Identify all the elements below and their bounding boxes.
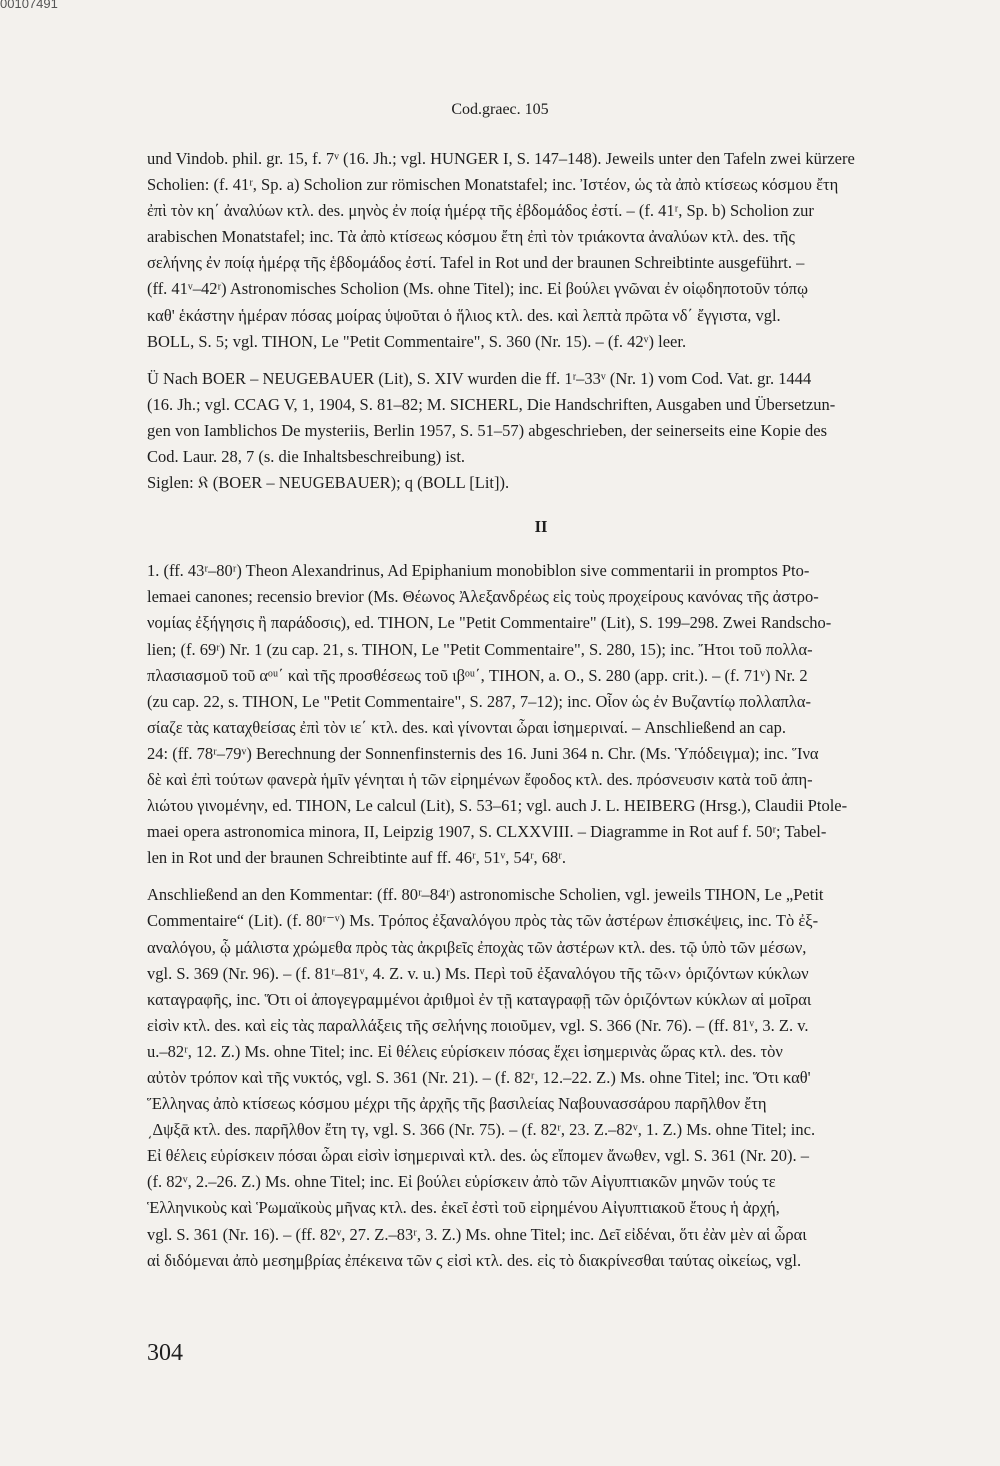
text-line: εἰσὶν κτλ. des. καὶ εἰς τὰς παραλλάξεις τῆς σελήνης ποιοῦμεν, vgl. S. 366 (Nr. 76). – (ff. 81ᵛ, 3. Z. v. <box>147 1015 809 1035</box>
text-line: ͵Δψξᾱ κτλ. des. παρῆλθον ἔτη τγ, vgl. S. 366 (Nr. 75). – (f. 82ʳ, 23. Z.–82ᵛ, 1. Z.) Ms. ohne Titel; inc. <box>147 1120 816 1140</box>
page-number: 304 <box>147 1340 183 1366</box>
text-line: BOLL, S. 5; vgl. TIHON, Le "Petit Commentaire", S. 360 (Nr. 15). – (f. 42ᵛ) leer. <box>147 331 687 351</box>
text-line: Anschließend an den Kommentar: (ff. 80ʳ–84ʳ) astronomische Scholien, vgl. jeweils TIHON, Le „Petit <box>147 885 824 905</box>
paragraph-commentary-scholia <box>147 882 935 1273</box>
text-line: καθ' ἑκάστην ἡμέραν πόσας μοίρας ὑψοῦται ὁ ἥλιος κτλ. des. καὶ λεπτὰ πρῶτα νδ΄ ἔγγιστα, vgl. <box>147 305 781 325</box>
text-line: Siglen: 𝔎 (BOER – NEUGEBAUER); q (BOLL [Lit]). <box>147 473 510 493</box>
text-line: αἱ διδόμεναι ἀπὸ μεσημβρίας ἐπέκεινα τῶν ϛ εἰσὶ κτλ. des. εἰς τὸ διακρίνεσθαι ταύτας οἰκείως, vgl. <box>147 1250 802 1270</box>
text-line: Εἰ θέλεις εὑρίσκειν πόσαι ὧραι εἰσὶν ἰσημεριναὶ κτλ. des. ὡς εἴπομεν ἄνωθεν, vgl. S. 361 (Nr. 20). – <box>147 1146 809 1166</box>
text-line: Commentaire“ (Lit). (f. 80ʳ⁻ᵛ) Ms. Τρόπος ἐξαναλόγου πρὸς τὰς τῶν ἀστέρων ἐπισκέψεις, inc. Τὸ ἐξ- <box>147 911 819 931</box>
page-body <box>147 146 935 1274</box>
text-line: (ff. 41ᵛ–42ʳ) Astronomisches Scholion (Ms. ohne Titel); inc. Εἰ βούλει γνῶναι ἐν οἱῳδηποτοῦν τόπῳ <box>147 279 808 299</box>
text-line: u.–82ʳ, 12. Z.) Ms. ohne Titel; inc. Εἰ θέλεις εὑρίσκειν πόσας ἔχει ἰσημερινὰς ὥρας κτλ. des. τὸν <box>147 1041 783 1061</box>
text-line: lemaei canones; recensio brevior (Ms. Θέωνος Ἀλεξανδρέως εἰς τοὺς προχείρους κανόνας τῆς ἀστρο- <box>147 587 819 607</box>
paragraph-theon-entry <box>147 558 935 871</box>
text-line: αὐτὸν τρόπον καὶ τῆς νυκτός, vgl. S. 361 (Nr. 21). – (f. 82ʳ, 12.–22. Z.) Ms. ohne Titel; inc. Ὅτι καθ' <box>147 1068 811 1087</box>
text-line: vgl. S. 369 (Nr. 96). – (f. 81ʳ–81ᵛ, 4. Z. v. u.) Ms. Περὶ τοῦ ἐξαναλόγου τῆς τῶ‹ν› ὁριζόντων κύκλων <box>147 963 809 983</box>
paragraph-scholia <box>147 146 935 355</box>
text-line: αναλόγου, ᾧ μάλιστα χρώμεθα πρὸς τὰς ἀκριβεῖς ἐποχὰς τῶν ἀστέρων κτλ. des. τῷ ὑπὸ τῶν μέσων, <box>147 937 807 957</box>
text-line: Ἑλληνικοὺς καὶ Ῥωμαϊκοὺς μῆνας κτλ. des. ἐκεῖ ἐστὶ τοῦ εἰρημένου Αἰγυπτιακοῦ ἔτους ἡ ἀρχή, <box>147 1198 780 1218</box>
text-line: Cod. Laur. 28, 7 (s. die Inhaltsbeschreibung) ist. <box>147 447 466 467</box>
text-line: arabischen Monatstafel; inc. Τὰ ἀπὸ κτίσεως κόσμου ἔτη ἐπὶ τὸν τριάκοντα ἀναλύων κτλ. des. τῆς <box>147 227 795 247</box>
text-line: Scholien: (f. 41ʳ, Sp. a) Scholion zur römischen Monatstafel; inc. Ἰστέον, ὡς τὰ ἀπὸ κτίσεως κόσμου ἔτη <box>147 175 839 195</box>
text-line: (16. Jh.; vgl. CCAG V, 1, 1904, S. 81–82; M. SICHERL, Die Handschriften, Ausgaben und Übersetzun- <box>147 394 836 414</box>
text-line: und Vindob. phil. gr. 15, f. 7ᵛ (16. Jh.; vgl. HUNGER I, S. 147–148). Jeweils unter den Tafeln zwei kürzere <box>147 149 855 168</box>
text-line: καταγραφῆς, inc. Ὅτι οἱ ἀπογεγραμμένοι ἀριθμοὶ ἐν τῇ καταγραφῇ τῶν ὁριζόντων κύκλων αἱ μοῖραι <box>147 989 812 1009</box>
text-line: vgl. S. 361 (Nr. 16). – (ff. 82ᵛ, 27. Z.–83ʳ, 3. Z.) Ms. ohne Titel; inc. Δεῖ εἰδέναι, ὅτι ἐὰν μὲν αἱ ὧραι <box>147 1224 807 1244</box>
text-line: σίαζε τὰς καταχθείσας ἐπὶ τὸν ιε΄ κτλ. des. καὶ γίνονται ὧραι ἰσημεριναί. – Anschließend an cap. <box>147 717 786 737</box>
text-line: (zu cap. 22, s. TIHON, Le "Petit Commentaire", S. 287, 7–12); inc. Οἷον ὡς ἐν Βυζαντίῳ πολλαπλα- <box>147 691 811 711</box>
text-line: len in Rot und der braunen Schreibtinte auf ff. 46ʳ, 51ᵛ, 54ʳ, 68ʳ. <box>147 848 567 868</box>
text-line: ἐπὶ τὸν κη΄ ἀναλύων κτλ. des. μηνὸς ἐν ποίᾳ ἡμέρᾳ τῆς ἑβδομάδος ἐστί. – (f. 41ʳ, Sp. b) Scholion zur <box>147 201 814 221</box>
section-heading: II <box>534 517 548 537</box>
text-line: (f. 82ᵛ, 2.–26. Z.) Ms. ohne Titel; inc. Εἰ βούλει εὑρίσκειν ἀπὸ τῶν Αἰγυπτιακῶν μηνῶν τούς τε <box>147 1172 776 1192</box>
text-line: δὲ καὶ ἐπὶ τούτων φανερὰ ἡμῖν γένηται ἡ τῶν εἰρημένων ἔφοδος κτλ. des. πρόσνευσιν κατὰ τοῦ ἀπη- <box>147 769 813 789</box>
text-line: lien; (f. 69ʳ) Nr. 1 (zu cap. 21, s. TIHON, Le "Petit Commentaire", S. 280, 15); inc. Ἤτοι τοῦ πολλα- <box>147 639 813 659</box>
archive-stamp: 00107491 <box>0 0 58 11</box>
text-line: πλασιασμοῦ τοῦ αᵒᵘ΄ καὶ τῆς προσθέσεως τοῦ ιβᵒᵘ΄, TIHON, a. O., S. 280 (app. crit.). – (f. 71ᵛ) Nr. 2 <box>147 665 808 685</box>
text-line: νομίας ἐξήγησις ἢ παράδοσις), ed. TIHON, Le "Petit Commentaire" (Lit), S. 199–298. Zwei Randscho- <box>147 613 832 633</box>
text-line: maei opera astronomica minora, II, Leipzig 1907, S. CLXXVIII. – Diagramme in Rot auf f. 50ʳ; Tabel- <box>147 822 827 842</box>
text-line: Ü Nach BOER – NEUGEBAUER (Lit), S. XIV wurden die ff. 1ʳ–33ᵛ (Nr. 1) vom Cod. Vat. gr. 1444 <box>147 368 812 388</box>
running-header: Cod.graec. 105 <box>451 101 549 118</box>
text-line: λιώτου γινομένην, ed. TIHON, Le calcul (Lit), S. 53–61; vgl. auch J. L. HEIBERG (Hrsg.), Claudii Ptole- <box>147 796 848 816</box>
paragraph-transmission <box>147 366 935 496</box>
text-line: σελήνης ἐν ποίᾳ ἡμέρᾳ τῆς ἑβδομάδος ἐστί. Tafel in Rot und der braunen Schreibtinte ausgeführt. – <box>147 253 805 273</box>
text-line: gen von Iamblichos De mysteriis, Berlin 1957, S. 51–57) abgeschrieben, der seinerseits eine Kopie des <box>147 420 828 440</box>
text-line: 1. (ff. 43ʳ–80ʳ) Theon Alexandrinus, Ad Epiphanium monobiblon sive commentarii in promptos Pto- <box>147 561 810 581</box>
text-line: Ἕλληνας ἀπὸ κτίσεως κόσμου μέχρι τῆς ἀρχῆς τῆς βασιλείας Ναβουνασσάρου παρῆλθον ἔτη <box>147 1094 767 1114</box>
text-line: 24: (ff. 78ʳ–79ᵛ) Berechnung der Sonnenfinsternis des 16. Juni 364 n. Chr. (Ms. Ὑπόδειγμα); inc. Ἵνα <box>147 743 819 763</box>
